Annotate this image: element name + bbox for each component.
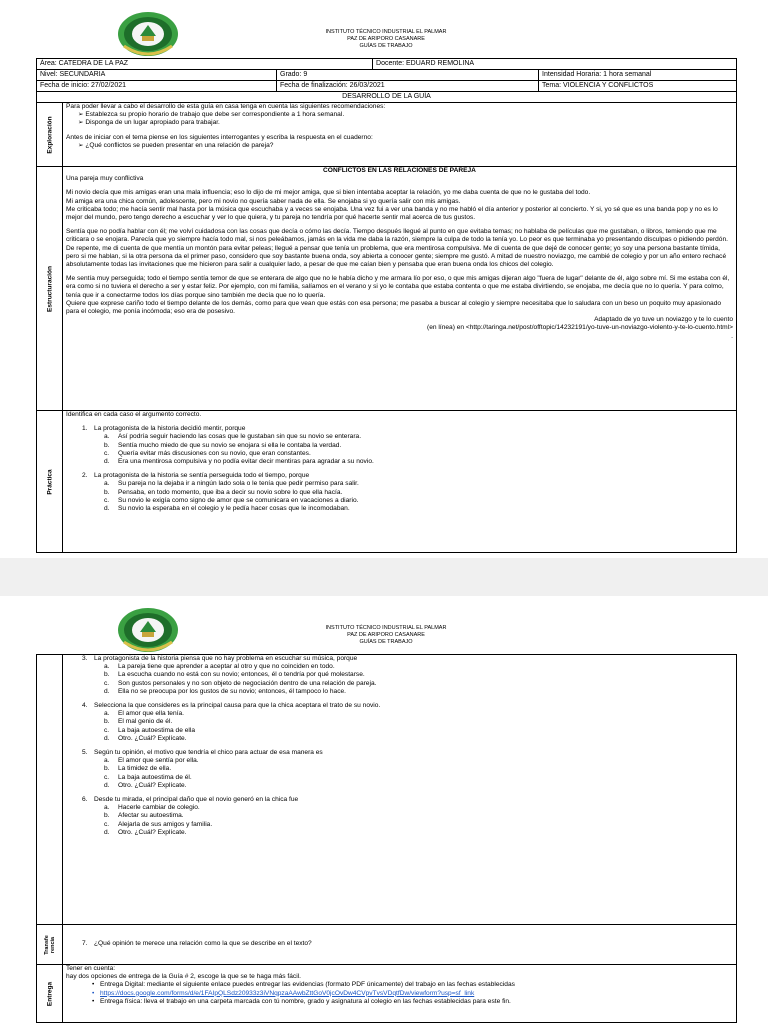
practica-content-part2 [63,655,737,925]
practica-intro: Identifica en cada caso el argumento correcto. [66,411,202,418]
exploracion-question: ➢ ¿Qué conflictos se pueden presentar en una relación de pareja? [66,142,733,150]
institution-header [36,625,736,646]
practica-content-part1 [63,411,737,553]
reading-title: CONFLICTOS EN LAS RELACIONES DE PAREJA [323,167,476,174]
question-5: 5. Según tu opinión, el motivo que tendría el chico para actuar de esa manera es [82,749,323,757]
grade-cell: Grado: 9 [277,70,539,81]
question-5-option-d: d. Otro. ¿Cuál? Explícate. [104,781,187,789]
question-6-option-c: c. Alejarla de sus amigos y familia. [104,820,213,828]
topic-cell: Tema: VIOLENCIA Y CONFLICTOS [539,81,737,92]
question-6-option-d: d. Otro. ¿Cuál? Explícate. [104,828,187,836]
question-2-option-c: c. Su novio le exigía como signo de amor que se comunicara en vacaciones a diario. [104,496,359,504]
transferencia-content [63,925,737,965]
page-separator [0,558,768,596]
institution-location: PAZ DE ARIPORO CASANARE [347,632,425,638]
reading-paragraph-1a: Mi novio decía que mis amigas eran una mala influencia; eso lo dijo de mi mejor amiga, que si bien intentaba aceptar la relación, yo me daba cuenta de que no le gustaba del todo. [66,189,591,197]
question-1-option-b: b. Sentía mucho miedo de que su novio se enojara si ella le contaba la verdad. [104,441,342,449]
question-5-option-b: b. La timidez de ella. [104,765,172,773]
question-3-option-b: b. La escucha cuando no está con su novio; entonces, él o tendría por qué molestarse. [104,671,365,679]
page-header [36,0,736,58]
reading-source-2: (en línea) en <http://taringa.net/post/offtopic/14232191/yo-tuve-un-noviazgo-violento-y-te-lo-cuento.html> [427,324,733,332]
reading-paragraph-3a: Me sentía muy perseguida; todo el tiempo sentía temor de que se enterara de algo que no le había dicho y me armara lío por eso, o que mis amigas dijeran algo "fuera de lugar" delante de él, algo sobre mí. Si me estaba con él, era como si no tuviera el derecho a ser y estar feliz. Por ejemplo, con mi familia, salíamos en el verano y si yo le contaba que estaba contenta o que me estaba divirtiendo, se enojaba, me decía que no lo quería. Y para colmo, tenía que ir a conectarme todos los días porque sino también me decía que no lo quería. [66,275,730,299]
question-4-option-b: b. El mal genio de él. [104,718,173,726]
hours-cell: Intensidad Horaria: 1 hora semanal [539,70,737,81]
question-3-option-c: c. Son gustos personales y no son objeto de negociación dentro de una relación de pareja. [104,679,377,687]
question-2-option-b: b. Pensaba, en todo momento, que iba a decir su novio sobre lo que ella hacía. [104,488,343,496]
question-1-option-d: d. Era una mentirosa compulsiva y no podía evitar decir mentiras para agradar a su novio. [104,458,374,466]
question-4-option-c: c. La baja autoestima de ella [104,726,195,734]
institution-name: INSTITUTO TÉCNICO INDUSTRIAL EL PALMAR [325,29,447,35]
document-page-2 [36,596,736,1024]
question-3-option-d: d. Ella no se preocupa por los gustos de su novio; entonces, él tampoco lo hace. [104,687,346,695]
question-3: 3. La protagonista de la historia piensa que no hay problema en escuchar su música, porque [82,655,358,662]
practica-label-cell [37,411,63,553]
question-4-option-d: d. Otro. ¿Cuál? Explícate. [104,734,187,742]
question-2: 2. La protagonista de la historia se sentía perseguida todo el tiempo, porque [82,472,310,480]
reading-source-1: Adaptado de yo tuve un noviazgo y te lo cuento [594,316,733,324]
question-2-option-a: a. Su pareja no la dejaba ir a ningún lado sola o le tenía que pedir permiso para salir. [104,480,359,488]
guide-body-table-2 [36,654,737,1023]
institution-name: INSTITUTO TÉCNICO INDUSTRIAL EL PALMAR [325,625,447,631]
exploracion-intro: Para poder llevar a cabo el desarrollo de esta guía en casa tenga en cuenta las siguientes recomendaciones: [66,103,386,110]
question-7: 7. ¿Qué opinión te merece una relación como la que se describe en el texto? [82,940,312,948]
question-4: 4. Selecciona la que consideres es la principal causa para que la chica aceptara el trato de su novio. [82,702,381,710]
question-1: 1. La protagonista de la historia decidió mentir, porque [82,425,246,433]
estructuracion-content [63,167,737,411]
entrega-note: Tener en cuenta: [66,965,116,972]
entrega-fisica: • Entrega física: lleva el trabajo en una carpeta marcada con tú nombre, grado y asignatura al colegio en las fechas establecidas para este fin. [66,998,733,1006]
question-3-option-a: a. La pareja tiene que aprender a aceptar al otro y que no coinciden en todo. [104,663,335,671]
page-header-2 [36,596,736,654]
reading-paragraph-2: Sentía que no podía hablar con él; me volví cuidadosa con las cosas que decía o cómo las decía. Tiempo después llegué al punto en que evitaba temas; no hablaba de películas que me gustaban, o libros, temiendo que me criticara o se enojara. Parecía que yo siempre hacía todo mal, si nos peleábamos, jamás en la vida me daba la razón, siempre la culpa de todo la tenía yo. Lo peor es que terminaba yo presentando disculpas o pidiendo perdón. De repente, me di cuenta de que mentía un montón para evitar peleas; llegué a pensar que tenía un problema, que era mentirosa compulsiva. Me di cuenta de que dejé de conocer gente; yo soy una persona bastante tímida, pero si me hablan, si la otra persona da el primer paso, considero que soy bastante buena onda, soy abierta a conocer gente; siempre me gustó. A mitad de nuestro noviazgo, me cambié de colegio y por un año entero rechacé absolutamente todas las invitaciones que me hicieron para salir a cualquier lado, a pesar de que me caían bien y pensaba que eran buena onda los chicos del colegio. [66,228,728,269]
question-6: 6. Desde tu mirada, el principal daño que el novio generó en la chica fue [82,796,299,804]
area-cell: Área: CATEDRA DE LA PAZ [37,59,373,70]
exploracion-bullet-1: ➢ Establezca su propio horario de trabajo que debe ser correspondiente a 1 hora semanal. [66,111,733,119]
guide-info-table [36,58,737,103]
entrega-label-cell [37,965,63,1023]
reading-paragraph-1b: Mi amiga era una chica común, adolescente, pero mi novio no quería saber nada de ella. Se enojaba si yo quería salir con mis amigas. [66,197,461,205]
question-1-option-c: c. Quería evitar más discusiones con su novio, que eran constantes. [104,449,311,457]
question-6-option-b: b. Afectar su autoestima. [104,812,184,820]
start-date-cell: Fecha de inicio: 27/02/2021 [37,81,277,92]
question-4-option-a: a. El amor que ella tenía. [104,710,184,718]
transferencia-label: Transfe rencia [43,934,56,955]
question-2-option-d: d. Su novio la esperaba en el colegio y le pedía hacer cosas que le incomodaban. [104,505,350,513]
section-title: DESARROLLO DE LA GUÍA [37,92,737,103]
question-1-option-a: a. Así podría seguir haciendo las cosas que le gustaban sin que su novio se enterara. [104,433,362,441]
guide-body-table [36,102,737,553]
practica-continued-label-cell [37,655,63,925]
entrega-options: hay dos opciones de entrega de la Guía # 2, escoge la que se te haga más fácil. [66,973,301,981]
exploracion-label-cell [37,103,63,167]
entrega-label: Entrega [46,981,53,1006]
entrega-content [63,965,737,1023]
exploracion-bullet-2: ➢ Disponga de un lugar apropiado para trabajar. [66,119,733,127]
end-date-cell: Fecha de finalización: 26/03/2021 [277,81,539,92]
exploracion-label: Exploración [46,115,53,154]
reading-source-3: . [731,332,733,340]
estructuracion-label-cell [37,167,63,411]
document-page-1 [36,0,736,558]
reading-subtitle: Una pareja muy conflictiva [66,175,144,183]
document-type: GUÍAS DE TRABAJO [359,43,413,49]
question-5-option-c: c. La baja autoestima de él. [104,773,192,781]
institution-location: PAZ DE ARIPORO CASANARE [347,36,425,42]
entrega-digital: • Entrega Digital: mediante el siguiente enlace puedes entregar las evidencias (formato PDF únicamente) del trabajo en las fechas establecidas [66,981,733,989]
teacher-cell: Docente: EDUARD REMOLINA [373,59,737,70]
reading-paragraph-3b: Quiere que exprese cariño todo el tiempo delante de los demás, como para que vean que estás con esa persona; me pasaba a buscar al colegio y siempre necesitaba que lo saludara con un beso un poquito muy apasionado para el colegio, me ponía incómoda; eso era de posesivo. [66,299,722,316]
exploracion-pre: Antes de iniciar con el tema piense en los siguientes interrogantes y escriba la respuesta en el cuaderno: [66,133,373,141]
question-5-option-a: a. El amor que sentía por ella. [104,757,199,765]
practica-label: Práctica [46,468,53,495]
entrega-form-link[interactable]: • https://docs.google.com/forms/d/e/1FAIpQLSdz20933z3iVNqpzaAAwbZttGoV0jcOvDw4CVpvTvsVDqtfDw/viewform?usp=sf_link [66,990,733,998]
reading-paragraph-1c: Me criticaba todo; me hacía sentir mal hasta por la música que escuchaba y a veces se enojaba. Una vez fui a ver una banda y no me habló el día anterior y posterior al concierto. Y si, yo sé que es una banda pop y no es lo mejor del mundo, pero tengo derecho a escuchar y ver lo que quiera, y tu pareja no tendría por qué hacerte sentir mal acerca de tus gustos. [66,205,718,222]
estructuracion-label: Estructuración [46,265,53,312]
question-6-option-a: a. Hacerle cambiar de colegio. [104,804,200,812]
institution-header [36,29,736,50]
document-type: GUÍAS DE TRABAJO [359,639,413,645]
level-cell: Nivel: SECUNDARIA [37,70,277,81]
exploracion-content [63,103,737,167]
transferencia-label-cell [37,925,63,965]
